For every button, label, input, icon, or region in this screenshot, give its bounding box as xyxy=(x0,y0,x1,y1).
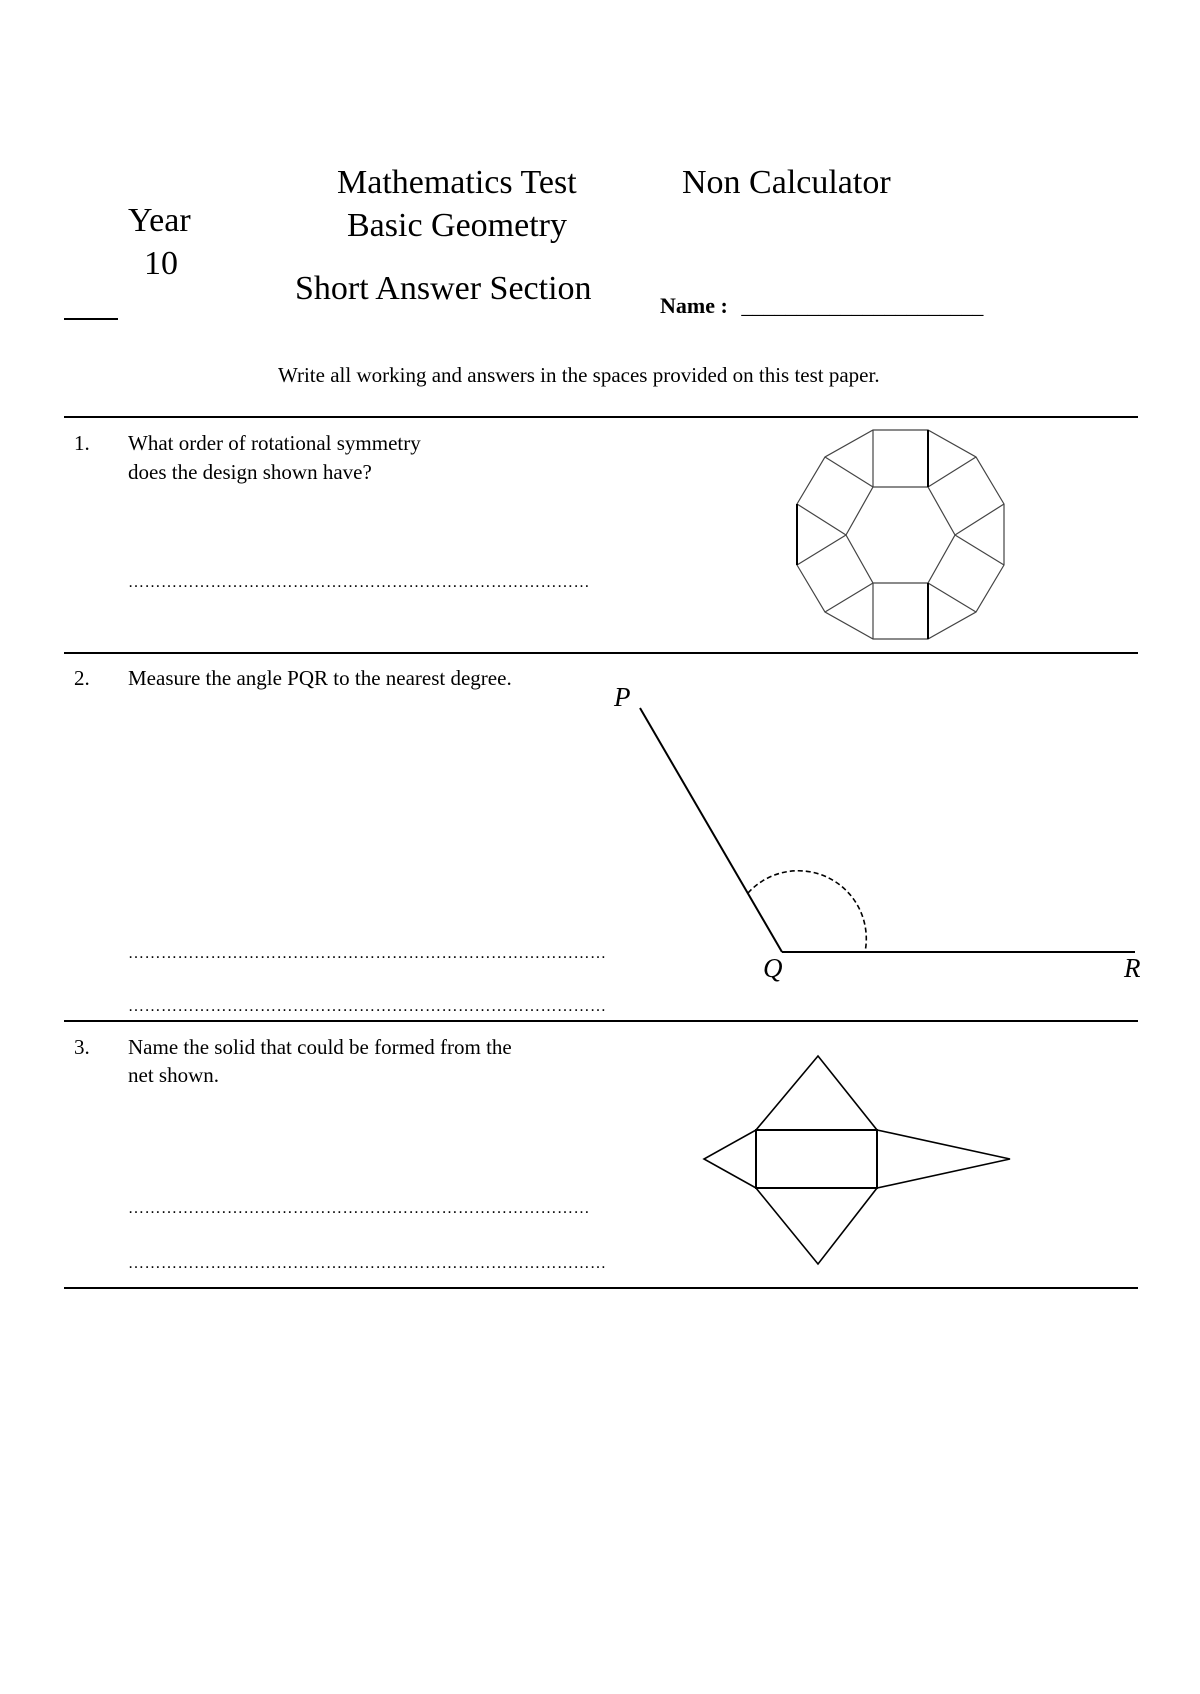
angle-pqr-diagram xyxy=(600,680,1140,980)
answer-line[interactable]: ………………………………………………………………………… xyxy=(128,1200,590,1217)
design-inner-hexagon xyxy=(846,487,955,583)
point-p-label: P xyxy=(614,682,631,712)
year-underline xyxy=(64,318,118,320)
net-bottom-triangle xyxy=(756,1188,877,1264)
question-text: Name the solid that could be formed from the xyxy=(128,1035,512,1059)
answer-line[interactable]: …………………………………………………………………………… xyxy=(128,945,607,962)
net-right-triangle xyxy=(877,1130,1010,1188)
divider-q1 xyxy=(64,652,1138,654)
question-number: 2. xyxy=(74,666,90,690)
question-text: Measure the angle PQR to the nearest degree. xyxy=(128,666,512,690)
question-text: What order of rotational symmetry xyxy=(128,431,421,455)
question-text: does the design shown have? xyxy=(128,460,372,484)
name-blank[interactable]: ______________________ xyxy=(741,293,984,318)
answer-line[interactable]: ………………………………………………………………………… xyxy=(128,574,590,591)
pyramid-net-diagram xyxy=(740,1052,1020,1272)
divider-bottom xyxy=(64,1287,1138,1289)
year-label: Year xyxy=(128,202,191,239)
test-title: Mathematics Test xyxy=(337,164,577,201)
divider-q2 xyxy=(64,1020,1138,1022)
ray-qp xyxy=(640,708,782,952)
symmetry-design-diagram xyxy=(785,425,1015,655)
question-number: 1. xyxy=(74,431,90,455)
design-outer-outline xyxy=(797,430,1004,639)
question-number: 3. xyxy=(74,1035,90,1059)
net-left-triangle xyxy=(704,1130,756,1188)
net-base-rectangle xyxy=(756,1130,877,1188)
test-subtitle: Basic Geometry xyxy=(347,207,567,244)
net-top-triangle xyxy=(756,1056,877,1130)
calculator-note: Non Calculator xyxy=(682,164,891,201)
point-q-label: Q xyxy=(763,953,783,983)
section-title: Short Answer Section xyxy=(295,270,592,307)
year-number: 10 xyxy=(144,245,178,282)
question-text: net shown. xyxy=(128,1063,219,1087)
name-label: Name : xyxy=(660,293,728,318)
answer-line[interactable]: …………………………………………………………………………… xyxy=(128,1255,607,1272)
point-r-label: R xyxy=(1124,953,1141,983)
answer-line[interactable]: …………………………………………………………………………… xyxy=(128,998,607,1015)
name-field[interactable] xyxy=(660,293,983,319)
instructions: Write all working and answers in the spaces provided on this test paper. xyxy=(278,363,880,387)
divider-top xyxy=(64,416,1138,418)
angle-arc xyxy=(748,871,866,952)
